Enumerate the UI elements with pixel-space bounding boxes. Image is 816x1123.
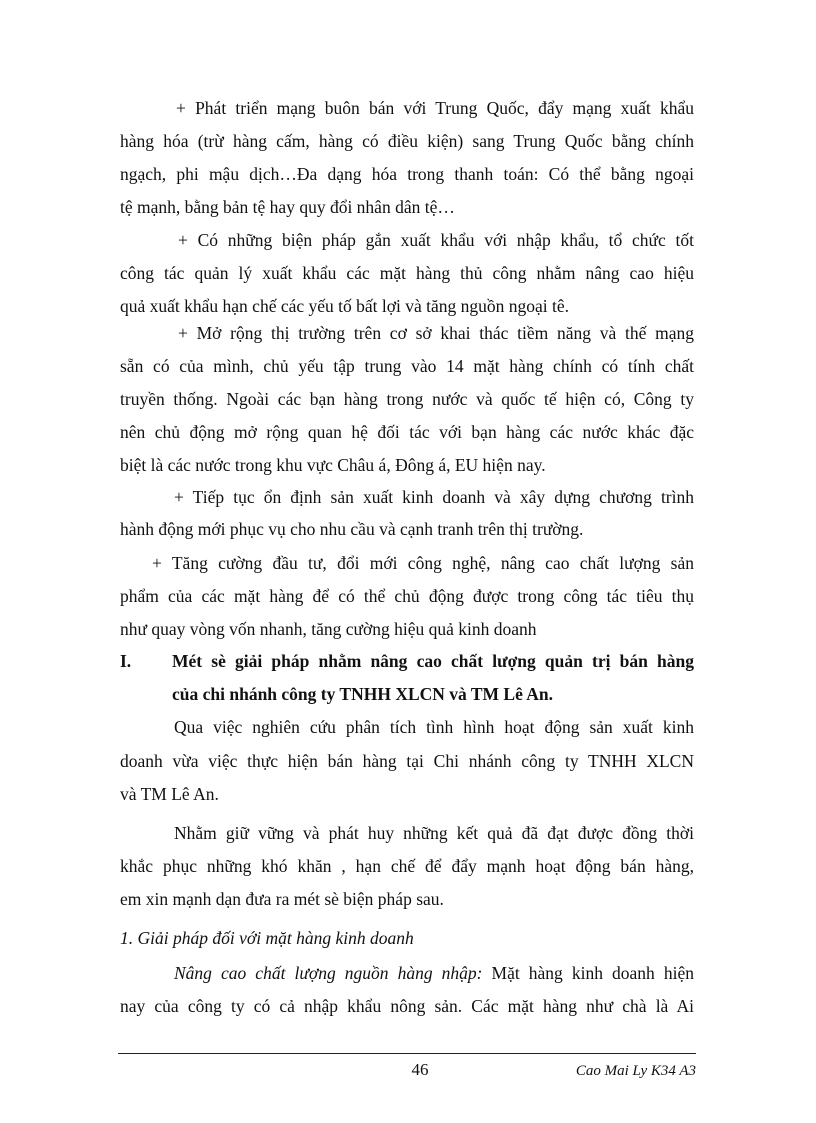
footer-divider <box>118 1053 696 1054</box>
paragraph-line: Nhằm giữ vững và phát huy những kết quả đã đạt được đồng thời <box>174 823 694 843</box>
paragraph-line: nên chủ động mở rộng quan hệ đối tác với bạn hàng các nước khác đặc <box>120 422 694 442</box>
paragraph-line: + Mở rộng thị trường trên cơ sở khai thác tiềm năng và thế mạng <box>178 323 694 343</box>
paragraph-line: biệt là các nước trong khu vực Châu á, Đông á, EU hiện nay. <box>120 455 546 475</box>
paragraph-line: em xin mạnh dạn đưa ra mét sè biện pháp sau. <box>120 889 444 909</box>
section-title-line: Mét sè giải pháp nhằm nâng cao chất lượng quản trị bán hàng <box>172 651 694 671</box>
paragraph-line: quả xuất khẩu hạn chế các yếu tố bất lợi và tăng nguồn ngoại tê. <box>120 296 570 316</box>
footer-author: Cao Mai Ly K34 A3 <box>575 1063 696 1079</box>
paragraph-text: Mặt hàng kinh doanh hiện <box>491 963 694 983</box>
paragraph-line: như quay vòng vốn nhanh, tăng cường hiệu quả kinh doanh <box>120 619 537 639</box>
paragraph-line: Qua việc nghiên cứu phân tích tình hình hoạt động sản xuất kinh <box>174 717 694 737</box>
paragraph-line: + Tăng cường đầu tư, đổi mới công nghệ, nâng cao chất lượng sản <box>152 553 694 573</box>
paragraph-line: + Có những biện pháp gắn xuất khẩu với nhập khẩu, tổ chức tốt <box>178 230 694 250</box>
paragraph-line: doanh vừa việc thực hiện bán hàng tại Chi nhánh công ty TNHH XLCN <box>120 751 694 771</box>
paragraph-line: và TM Lê An. <box>120 784 219 804</box>
paragraph-line: + Tiếp tục ổn định sản xuất kinh doanh và xây dựng chương trình <box>174 487 694 507</box>
paragraph-line: nay của công ty có cả nhập khẩu nông sản. Các mặt hàng như chà là Ai <box>120 996 694 1016</box>
subsection-title: 1. Giải pháp đối với mặt hàng kinh doanh <box>120 928 414 948</box>
paragraph-line <box>174 962 694 984</box>
paragraph-lead: Nâng cao chất lượng nguồn hàng nhập: <box>174 963 483 983</box>
paragraph-line: khắc phục những khó khăn , hạn chế để đẩy mạnh hoạt động bán hàng, <box>120 856 694 876</box>
paragraph-line: công tác quản lý xuất khẩu các mặt hàng thủ công nhằm nâng cao hiệu <box>120 263 694 283</box>
paragraph-line: + Phát triển mạng buôn bán với Trung Quốc, đẩy mạng xuất khẩu <box>176 98 694 118</box>
section-number: I. <box>120 651 132 671</box>
paragraph-line: hàng hóa (trừ hàng cấm, hàng có điều kiện) sang Trung Quốc bằng chính <box>120 131 694 151</box>
paragraph-line: truyền thống. Ngoài các bạn hàng trong nước và quốc tế hiện có, Công ty <box>120 389 694 409</box>
paragraph-line: phẩm của các mặt hàng để có thể chủ động được trong công tác tiêu thụ <box>120 586 694 606</box>
paragraph-line: hành động mới phục vụ cho nhu cầu và cạnh tranh trên thị trường. <box>120 519 584 539</box>
paragraph-line: tệ mạnh, bằng bản tệ hay quy đổi nhân dân tệ… <box>120 197 455 217</box>
page-number: 46 <box>411 1060 429 1079</box>
paragraph-line: sẵn có của mình, chủ yếu tập trung vào 14 mặt hàng chính có tính chất <box>120 356 694 376</box>
paragraph-line: ngạch, phi mậu dịch…Đa dạng hóa trong thanh toán: Có thể bằng ngoại <box>120 164 694 184</box>
section-title-line: của chi nhánh công ty TNHH XLCN và TM Lê An. <box>172 684 554 704</box>
